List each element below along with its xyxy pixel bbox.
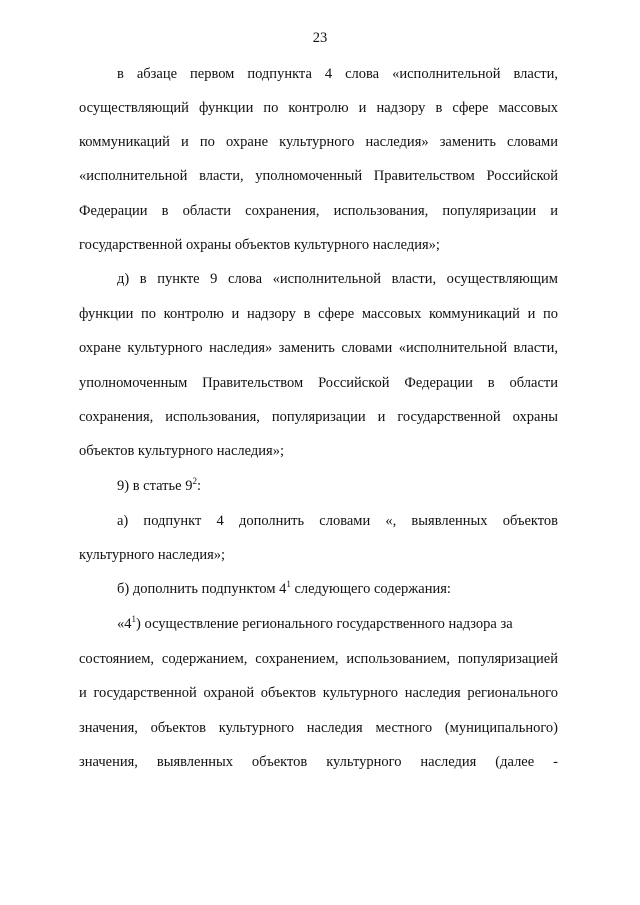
text-line-6: государственной охраны объектов культурного наследия»; [79, 237, 440, 253]
article-text: 9) в статье 9 [117, 478, 193, 494]
text-line-1: в абзаце первом подпункта 4 слова «исполнительной власти, [117, 66, 558, 82]
text-line-21: значения, выявленных объектов культурного наследия (далее - [79, 754, 558, 770]
text-line-16 [117, 580, 558, 598]
subparagraph-text: б) дополнить подпунктом 4 [117, 581, 287, 597]
text-line-3: коммуникаций и по охране культурного наследия» заменить словами [79, 134, 558, 150]
text-line-11: сохранения, использования, популяризации и государственной охраны [79, 409, 558, 425]
text-line-13 [117, 477, 558, 495]
text-line-4: «исполнительной власти, уполномоченный Правительством Российской [79, 168, 558, 184]
text-line-12: объектов культурного наследия»; [79, 443, 284, 459]
text-line-17 [117, 615, 558, 633]
text-line-2: осуществляющий функции по контролю и надзору в сфере массовых [79, 100, 558, 116]
quote-open-text: «4 [117, 616, 132, 632]
text-line-9: охране культурного наследия» заменить словами «исполнительной власти, [79, 340, 558, 356]
text-line-8: функции по контролю и надзору в сфере массовых коммуникаций и по [79, 306, 558, 322]
subparagraph-tail: следующего содержания: [290, 581, 451, 597]
superscript-2: 2 [192, 476, 197, 486]
superscript-1: 1 [286, 579, 291, 589]
text-line-20: значения, объектов культурного наследия местного (муниципального) [79, 720, 558, 736]
text-line-15: культурного наследия»; [79, 547, 226, 563]
text-line-19: и государственной охраной объектов культурного наследия регионального [79, 685, 558, 701]
text-line-18: состоянием, содержанием, сохранением, использованием, популяризацией [79, 651, 558, 667]
text-line-7: д) в пункте 9 слова «исполнительной власти, осуществляющим [117, 271, 558, 287]
colon: : [196, 478, 201, 494]
superscript-1b: 1 [131, 614, 136, 624]
page-number: 23 [312, 30, 328, 46]
text-line-14: а) подпункт 4 дополнить словами «, выявленных объектов [117, 513, 558, 529]
text-line-5: Федерации в области сохранения, использования, популяризации и [79, 203, 558, 219]
text-line-10: уполномоченным Правительством Российской Федерации в области [79, 375, 558, 391]
quote-tail: ) осуществление регионального государственного надзора за [136, 616, 513, 632]
